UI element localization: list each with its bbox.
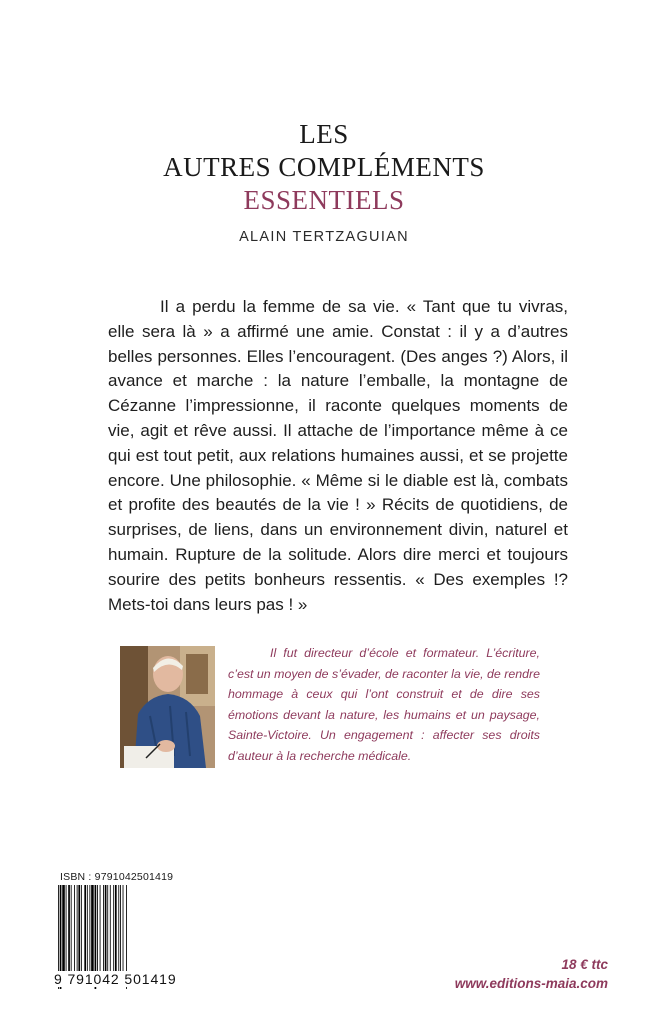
barcode-bar (110, 885, 111, 973)
barcode-bar (68, 885, 70, 973)
barcode-bar (118, 885, 119, 973)
barcode-bar (123, 885, 124, 973)
barcode-bar (77, 885, 78, 973)
barcode-bar (100, 885, 101, 973)
author-bio (228, 643, 540, 766)
barcode-bar (87, 885, 88, 973)
barcode-bar (120, 885, 121, 973)
barcode-bar (89, 885, 90, 973)
title-line-1: LES (299, 119, 349, 149)
barcode-bar (66, 885, 67, 973)
barcode-bar (103, 885, 104, 973)
barcode-bar (105, 885, 107, 973)
barcode-bar (81, 885, 82, 973)
barcode-digits: 9 791042 501419 (54, 971, 184, 987)
isbn-label: ISBN : 9791042501419 (60, 871, 174, 883)
title-line-3: ESSENTIELS (243, 185, 405, 215)
blurb-paragraph: Il a perdu la femme de sa vie. « Tant que tu vivras, elle sera là » a affirmé une amie. Constat : il y a d’autres belles personnes. Elles l’encouragent. (Des anges ?) Alors, il avance et marche : la nature l’emballe, la montagne de Cézanne l’impressionne, il raconte quelques moments de vie, agit et rêve aussi. Il attache de l’importance même à ce qui est tout petit, aux relations humaines aussi, et se projette encore. Une philosophie. « Même si le diable est là, combats et profite des beautés de la vie ! » Récits de quotidiens, de surprises, de liens, dans un environnement divin, naturel et humain. Rupture de la solitude. Alors dire merci et toujours sourire des petits bonheurs ressentis. « Des exemples !? Mets-toi dans leurs pas ! » (108, 297, 568, 614)
barcode-bar (84, 885, 86, 973)
back-cover-blurb (108, 295, 568, 617)
barcode-bar (62, 885, 65, 973)
price: 18 € ttc (561, 957, 608, 972)
author-name: ALAIN TERTZAGUIAN (239, 229, 409, 245)
barcode-bar (74, 885, 75, 973)
title-line-2: AUTRES COMPLÉMENTS (163, 152, 485, 182)
barcode-bar (97, 885, 98, 973)
author-photo (120, 646, 215, 768)
barcode-bar (91, 885, 94, 973)
barcode-bar (107, 885, 108, 973)
barcode-bar (115, 885, 117, 973)
barcode-bar (113, 885, 114, 973)
publisher-website[interactable]: www.editions-maia.com (454, 976, 608, 991)
barcode-bar (78, 885, 80, 973)
barcode-bar (71, 885, 72, 973)
bio-paragraph: Il fut directeur d’école et formateur. L’écriture, c’est un moyen de s’évader, de raconter la vie, de rendre hommage à ceux qui l’ont construit et de dire ses émotions devant la nature, les humains et un paysage, Sainte-Victoire. Un engagement : affecter ses droits d’auteur à la recherche médicale. (228, 646, 541, 763)
